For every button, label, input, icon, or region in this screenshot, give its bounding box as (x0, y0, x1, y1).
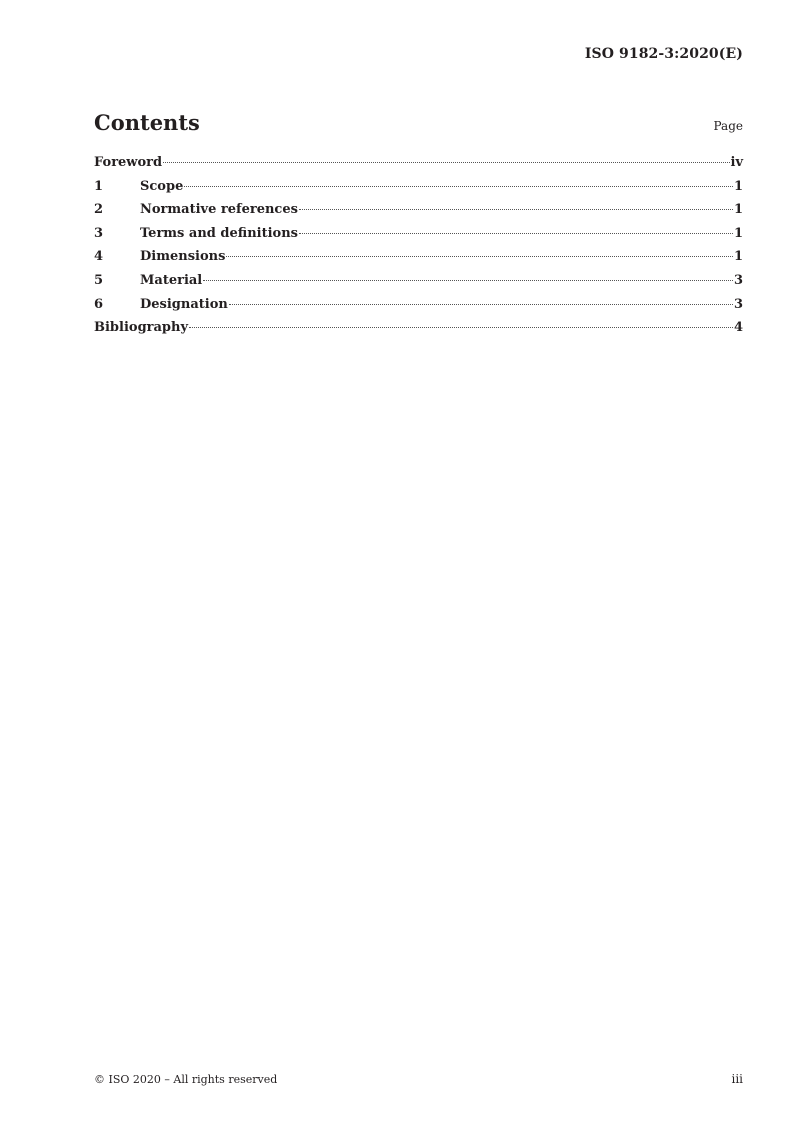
page-title: Contents (94, 110, 200, 135)
toc-entry-page: 1 (733, 225, 743, 241)
toc-entry-label: Normative references (140, 202, 298, 218)
toc-entry-page: 4 (733, 320, 743, 336)
document-id-header: ISO 9182-3:2020(E) (584, 46, 743, 62)
dot-leader (189, 327, 733, 328)
toc-entry-material[interactable] (94, 273, 743, 297)
toc-entry-number: 4 (94, 249, 104, 265)
table-of-contents (94, 155, 743, 344)
toc-entry-page: iv (730, 155, 743, 170)
dot-leader (299, 233, 733, 234)
toc-entry-page: 3 (733, 296, 743, 312)
toc-entry-number: 2 (94, 202, 104, 218)
toc-entry-label: Scope (140, 178, 184, 194)
toc-entry-page: 1 (733, 202, 743, 218)
toc-entry-number: 6 (94, 296, 104, 312)
toc-entry-number: 5 (94, 272, 104, 288)
page-column-label: Page (713, 119, 743, 133)
toc-entry-label: Material (140, 272, 203, 288)
toc-entry-page: 3 (733, 272, 743, 288)
toc-entry-designation[interactable] (94, 297, 743, 321)
toc-entry-scope[interactable] (94, 179, 743, 203)
toc-entry-page: 1 (733, 249, 743, 265)
toc-entry-number: 1 (94, 178, 104, 194)
toc-entry-terms-and-definitions[interactable] (94, 226, 743, 250)
dot-leader (163, 162, 729, 163)
dot-leader (229, 304, 733, 305)
toc-entry-label: Foreword (94, 155, 163, 170)
footer-copyright: © ISO 2020 – All rights reserved (94, 1073, 278, 1086)
toc-entry-foreword[interactable] (94, 155, 743, 179)
toc-entry-label: Terms and definitions (140, 225, 298, 241)
toc-entry-label: Bibliography (94, 320, 189, 336)
toc-entry-bibliography[interactable] (94, 320, 743, 344)
toc-entry-page: 1 (733, 178, 743, 194)
dot-leader (203, 280, 733, 281)
toc-entry-normative-references[interactable] (94, 202, 743, 226)
toc-entry-number: 3 (94, 225, 104, 241)
dot-leader (184, 186, 733, 187)
dot-leader (226, 256, 733, 257)
toc-entry-label: Dimensions (140, 249, 226, 265)
dot-leader (299, 209, 733, 210)
footer-page-number: iii (731, 1072, 743, 1086)
toc-entry-label: Designation (140, 296, 228, 312)
toc-entry-dimensions[interactable] (94, 249, 743, 273)
